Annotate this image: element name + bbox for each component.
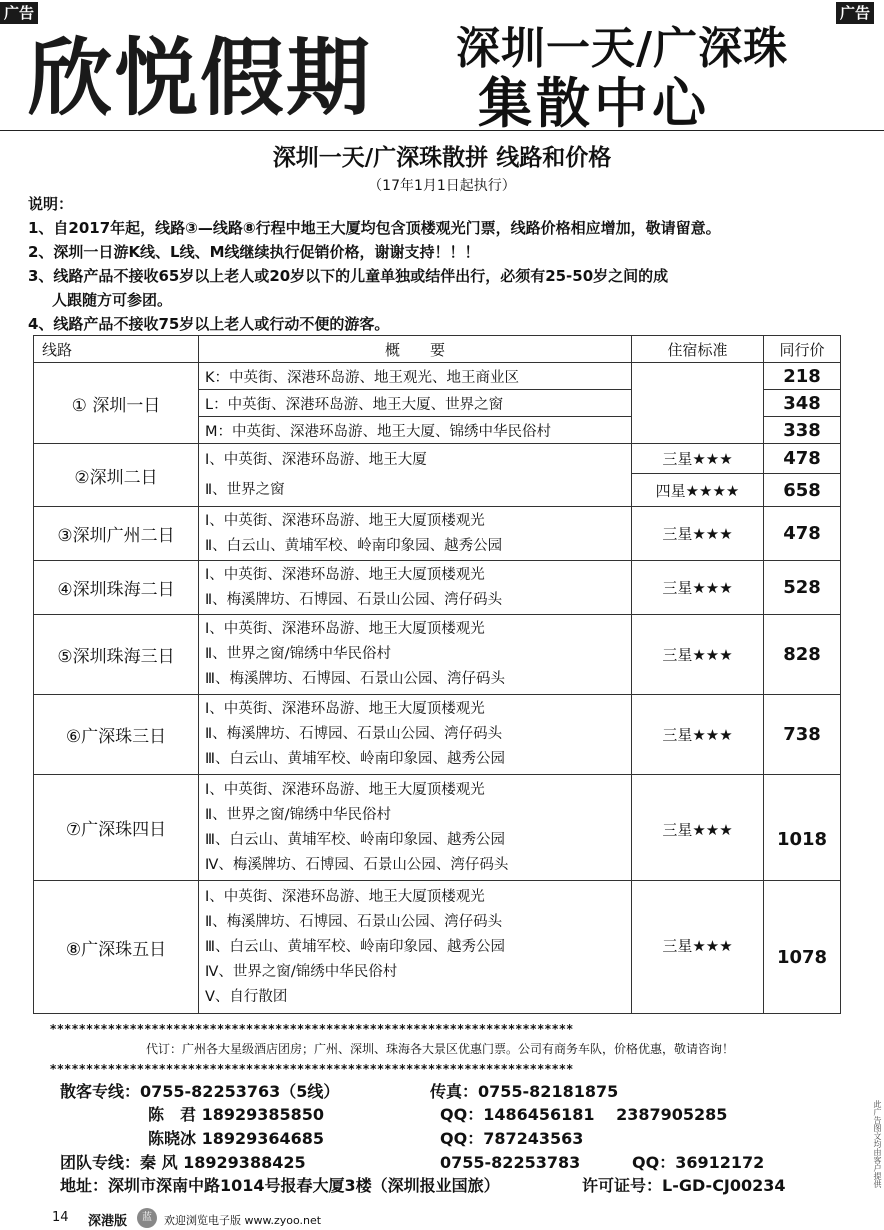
price: 218	[764, 363, 841, 390]
route-summary-line: Ⅰ、中英街、深港环岛游、地王大厦顶楼观光	[205, 621, 485, 637]
route-summary-line: Ⅲ、白云山、黄埔军校、岭南印象园、越秀公园	[205, 831, 505, 848]
route-summary-line: M：中英街、深港环岛游、地王大厦、锦绣中华民俗村	[199, 417, 632, 444]
route-summary-line: Ⅱ、世界之窗	[205, 481, 285, 498]
route-name: ②深圳二日	[34, 444, 199, 507]
note-item: 4、线路产品不接收75岁以上老人或行动不便的游客。	[28, 315, 390, 333]
col-header-price: 同行价	[764, 336, 841, 363]
route-summary-line: Ⅱ、梅溪牌坊、石博园、石景山公园、湾仔码头	[205, 591, 503, 608]
team-qq: QQ：36912172	[632, 1153, 765, 1172]
team-hotline: 团队专线：秦 风 18929388425	[60, 1153, 306, 1172]
license-number: 许可证号：L-GD-CJ00234	[582, 1176, 786, 1195]
price: 1078	[764, 881, 841, 1014]
hotline: 散客专线：0755-82253763（5线）	[60, 1082, 340, 1101]
route-summary-line: Ⅱ、梅溪牌坊、石博园、石景山公园、湾仔码头	[205, 913, 503, 930]
route-price-table	[33, 335, 841, 1014]
hotel-standard: 三星★★★	[632, 695, 764, 775]
notes-heading: 说明：	[28, 195, 74, 213]
route-summary-line: Ⅲ、白云山、黄埔军校、岭南印象园、越秀公园	[205, 938, 505, 955]
route-summary-line: Ⅱ、世界之窗/锦绣中华民俗村	[205, 646, 392, 662]
note-item: 3、线路产品不接收65岁以上老人或20岁以下的儿童单独或结伴出行，必须有25-50岁之间的成	[28, 267, 669, 285]
page-title: 深圳一天/广深珠散拼 线路和价格	[272, 145, 612, 171]
table-row	[34, 881, 841, 1014]
route-summary-line: Ⅰ、中英街、深港环岛游、地王大厦顶楼观光	[205, 888, 485, 905]
route-summary-line: Ⅰ、中英街、深港环岛游、地王大厦顶楼观光	[205, 701, 485, 717]
publisher-logo-icon: 蓝	[137, 1208, 157, 1228]
contact-qq: QQ：787243563	[440, 1129, 584, 1148]
page-subtitle: （17年1月1日起执行）	[368, 178, 516, 194]
hotel-standard: 三星★★★	[632, 775, 764, 881]
price: 478	[764, 444, 841, 474]
route-summary-line: Ⅱ、白云山、黄埔军校、岭南印象园、越秀公园	[205, 537, 503, 554]
route-summary-line: Ⅱ、梅溪牌坊、石博园、石景山公园、湾仔码头	[205, 726, 503, 742]
address: 地址：深圳市深南中路1014号报春大厦3楼（深圳报业国旅）	[60, 1176, 500, 1195]
table-row	[34, 507, 841, 561]
route-summary-line: Ⅰ、中英街、深港环岛游、地王大厦顶楼观光	[205, 512, 485, 529]
route-summary-line: K：中英街、深港环岛游、地王观光、地王商业区	[199, 363, 632, 390]
route-summary-line: L：中英街、深港环岛游、地王大厦、世界之窗	[199, 390, 632, 417]
table-row	[34, 363, 841, 390]
route-name: ⑦广深珠四日	[34, 775, 199, 881]
route-summary	[199, 444, 632, 507]
page-number: 14	[52, 1210, 69, 1225]
price: 828	[764, 615, 841, 695]
price: 738	[764, 695, 841, 775]
price: 348	[764, 390, 841, 417]
separator-bottom: ************************************************************************	[50, 1062, 574, 1076]
route-summary-line: Ⅳ、世界之窗/锦绣中华民俗村	[205, 963, 398, 980]
hotel-standard: 三星★★★	[632, 507, 764, 561]
route-name: ⑥广深珠三日	[34, 695, 199, 775]
route-name: ⑤深圳珠海三日	[34, 615, 199, 695]
route-summary	[199, 507, 632, 561]
price: 658	[764, 474, 841, 507]
fax: 传真：0755-82181875	[430, 1082, 619, 1101]
edition-label: 深港版	[88, 1214, 128, 1229]
price: 338	[764, 417, 841, 444]
route-summary-line: Ⅰ、中英街、深港环岛游、地王大厦顶楼观光	[205, 781, 485, 798]
route-summary-line: Ⅲ、白云山、黄埔军校、岭南印象园、越秀公园	[205, 751, 505, 767]
table-row	[34, 561, 841, 615]
route-name: ① 深圳一日	[34, 363, 199, 444]
route-name: ④深圳珠海二日	[34, 561, 199, 615]
brand-logo-text: 欣悦假期	[28, 29, 373, 127]
header-title-line1: 深圳一天/广深珠	[456, 23, 789, 74]
table-row	[34, 695, 841, 775]
price: 1018	[764, 775, 841, 881]
route-summary	[199, 561, 632, 615]
separator-top: ************************************************************************	[50, 1022, 574, 1036]
header-title-line2: 集散中心	[478, 72, 710, 135]
route-summary-line: Ⅴ、自行散团	[205, 988, 288, 1005]
hotel-cell-empty	[632, 363, 764, 444]
hotel-standard: 四星★★★★	[632, 474, 764, 507]
hotel-standard: 三星★★★	[632, 444, 764, 474]
route-summary	[199, 695, 632, 775]
route-summary-line: Ⅰ、中英街、深港环岛游、地王大厦顶楼观光	[205, 566, 485, 583]
route-name: ⑧广深珠五日	[34, 881, 199, 1014]
route-name: ③深圳广州二日	[34, 507, 199, 561]
agency-services-note: 代订：广州各大星级酒店团房；广州、深圳、珠海各大景区优惠门票。公司有商务车队，价格优惠，敬请咨询！	[145, 1042, 734, 1056]
col-header-route: 线路	[34, 336, 199, 363]
note-item: 2、深圳一日游K线、L线、M线继续执行促销价格，谢谢支持！！！	[28, 243, 480, 261]
page-footer	[0, 1206, 884, 1230]
route-summary-line: Ⅳ、梅溪牌坊、石博园、石景山公园、湾仔码头	[205, 856, 509, 873]
price: 528	[764, 561, 841, 615]
hotel-standard: 三星★★★	[632, 615, 764, 695]
route-summary	[199, 775, 632, 881]
table-row	[34, 615, 841, 695]
route-summary-line: Ⅰ、中英街、深港环岛游、地王大厦	[205, 451, 427, 468]
hotel-standard: 三星★★★	[632, 561, 764, 615]
header-divider	[0, 130, 884, 131]
col-header-hotel: 住宿标准	[632, 336, 764, 363]
route-summary-line: Ⅲ、梅溪牌坊、石博园、石景山公园、湾仔码头	[205, 671, 505, 687]
contact-person: 陈 君 18929385850	[148, 1105, 325, 1124]
contact-person: 陈晓冰 18929364685	[148, 1129, 325, 1148]
price: 478	[764, 507, 841, 561]
route-summary-line: Ⅱ、世界之窗/锦绣中华民俗村	[205, 806, 392, 823]
route-summary	[199, 615, 632, 695]
contact-qq: QQ：1486456181 2387905285	[440, 1105, 728, 1124]
team-phone: 0755-82253783	[440, 1153, 581, 1172]
website-link[interactable]: 欢迎浏览电子版 www.zyoo.net	[164, 1214, 322, 1227]
route-summary	[199, 881, 632, 1014]
col-header-summary: 概 要	[199, 336, 632, 363]
ad-tag-left: 广告	[0, 2, 38, 24]
note-item: 人跟随方可参团。	[52, 291, 173, 309]
ad-tag-right: 广告	[836, 2, 874, 24]
table-row	[34, 444, 841, 474]
hotel-standard: 三星★★★	[632, 881, 764, 1014]
table-row	[34, 775, 841, 881]
side-note: 此广告图文均由客户提供	[873, 1100, 882, 1188]
note-item: 1、自2017年起，线路③—线路⑧行程中地王大厦均包含顶楼观光门票，线路价格相应增加，敬请留意。	[28, 219, 721, 237]
